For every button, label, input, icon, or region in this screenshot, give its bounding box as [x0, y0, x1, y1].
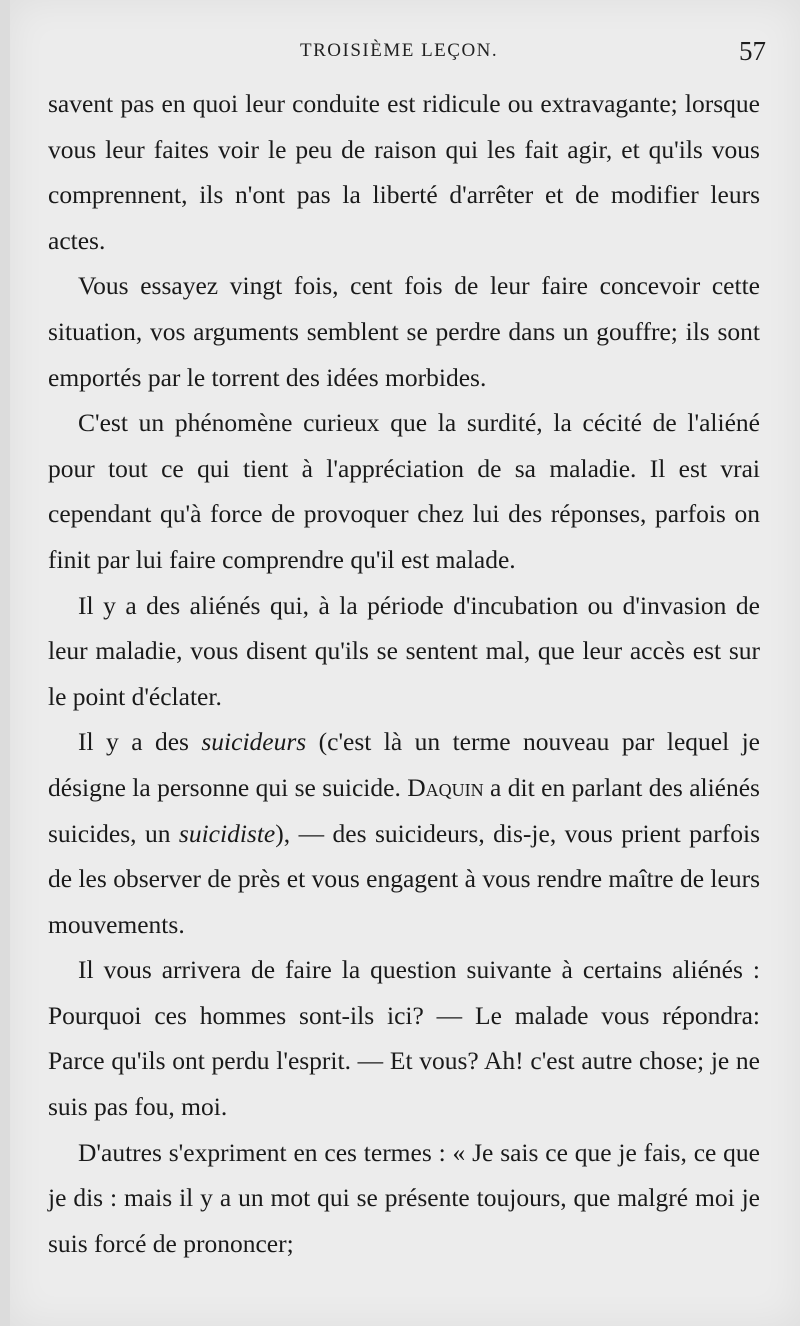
paragraph-5-part-3: a dit en parlant des aliénés suicides, un: [48, 772, 760, 848]
page-header: [10, 36, 800, 76]
paragraph-5-part-1: Il y a des: [78, 727, 202, 757]
paragraph-7: D'autres s'expriment en ces termes : « Je sais ce que je fais, ce que je dis : mais il y a un mot qui se présente toujours, que malgré moi je suis forcé de prononcer;: [48, 1137, 760, 1258]
book-page: [10, 0, 800, 1326]
page-number: 57: [739, 36, 766, 66]
italic-term-suicideurs: suicideurs: [201, 727, 307, 757]
paragraph-1: savent pas en quoi leur conduite est ridicule ou extravagante; lorsque vous leur faites voir le peu de raison qui les fait agir, et qu'ils vous comprennent, ils n'ont pas la liberté d'arrêter et de modifier leurs actes.: [48, 89, 760, 255]
paragraph-2: Vous essayez vingt fois, cent fois de leur faire concevoir cette situation, vos arguments semblent se perdre dans un gouffre; ils sont emportés par le torrent des idées morbides.: [48, 271, 760, 392]
paragraph-3: C'est un phénomène curieux que la surdité, la cécité de l'aliéné pour tout ce qui tient à l'appréciation de sa maladie. Il est vrai cependant qu'à force de provoquer chez lui des réponses, parfois on finit par lui faire comprendre qu'il est malade.: [48, 408, 760, 574]
italic-term-suicidiste: suicidiste: [178, 818, 276, 848]
running-title: TROISIÈME LEÇON.: [300, 40, 499, 61]
paragraph-4: Il y a des aliénés qui, à la période d'incubation ou d'invasion de leur maladie, vous disent qu'ils se sentent mal, que leur accès est sur le point d'éclater.: [48, 590, 760, 711]
author-name-daquin: Daquin: [407, 772, 484, 802]
paragraph-5-part-2: (c'est là un terme nouveau par lequel je désigne la personne qui se suicide.: [48, 727, 760, 802]
body-text: [48, 81, 760, 1266]
paragraph-5-part-4: ), — des suicideurs, dis-je, vous prient parfois de les observer de près et vous engagent à vous rendre maître de leurs mouvements.: [48, 818, 760, 939]
paragraph-5: [48, 719, 760, 947]
paragraph-6: Il vous arrivera de faire la question suivante à certains aliénés : Pourquoi ces hommes sont-ils ici? — Le malade vous répondra: Parce qu'ils ont perdu l'esprit. — Et vous? Ah! c'est autre chose; je ne suis pas fou, moi.: [48, 955, 760, 1122]
